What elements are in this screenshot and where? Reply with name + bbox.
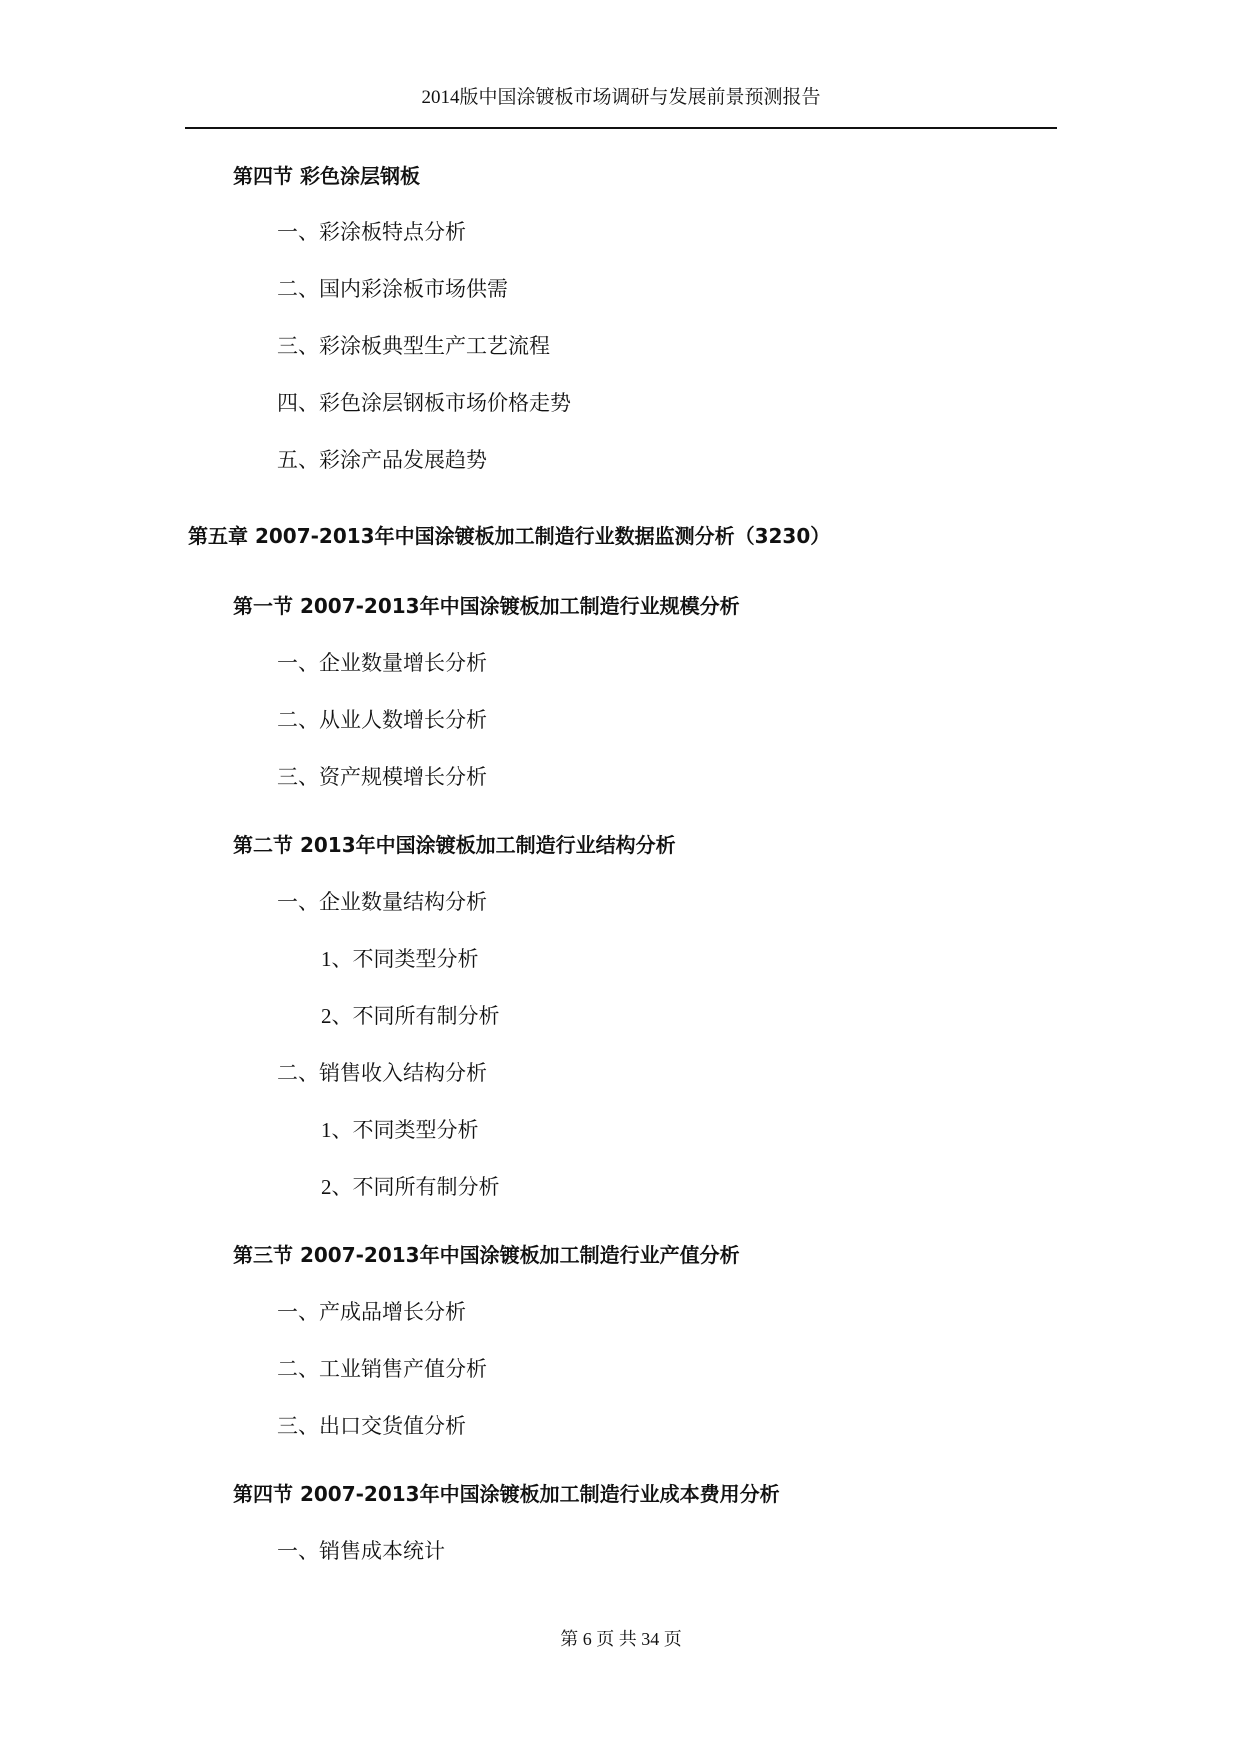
toc-item: 一、企业数量结构分析 (277, 890, 487, 914)
toc-item: 二、工业销售产值分析 (277, 1357, 487, 1381)
toc-subitem: 1、不同类型分析 (321, 1118, 479, 1142)
toc-item: 一、彩涂板特点分析 (277, 220, 466, 244)
toc-item: 二、从业人数增长分析 (277, 708, 487, 732)
toc-chapter-5: 第五章 2007-2013年中国涂镀板加工制造行业数据监测分析（3230） (188, 524, 831, 548)
toc-subitem: 1、不同类型分析 (321, 947, 479, 971)
toc-item: 五、彩涂产品发展趋势 (277, 448, 487, 472)
page-header-title: 2014版中国涂镀板市场调研与发展前景预测报告 (421, 87, 821, 108)
toc-section-4-color-coated: 第四节 彩色涂层钢板 (233, 164, 420, 188)
toc-item: 一、产成品增长分析 (277, 1300, 466, 1324)
toc-section-4-cost: 第四节 2007-2013年中国涂镀板加工制造行业成本费用分析 (233, 1482, 780, 1506)
toc-subitem: 2、不同所有制分析 (321, 1004, 500, 1028)
toc-item: 一、企业数量增长分析 (277, 651, 487, 675)
toc-section-1-scale: 第一节 2007-2013年中国涂镀板加工制造行业规模分析 (233, 594, 740, 618)
page-number: 第 6 页 共 34 页 (560, 1629, 682, 1649)
toc-subitem: 2、不同所有制分析 (321, 1175, 500, 1199)
toc-item: 二、国内彩涂板市场供需 (277, 277, 508, 301)
toc-section-2-structure: 第二节 2013年中国涂镀板加工制造行业结构分析 (233, 833, 676, 857)
toc-item: 二、销售收入结构分析 (277, 1061, 487, 1085)
toc-item: 三、资产规模增长分析 (277, 765, 487, 789)
toc-item: 三、彩涂板典型生产工艺流程 (277, 334, 550, 358)
toc-item: 四、彩色涂层钢板市场价格走势 (277, 391, 571, 415)
header-divider (185, 127, 1057, 129)
toc-item: 一、销售成本统计 (277, 1539, 445, 1563)
toc-section-3-output: 第三节 2007-2013年中国涂镀板加工制造行业产值分析 (233, 1243, 740, 1267)
toc-item: 三、出口交货值分析 (277, 1414, 466, 1438)
